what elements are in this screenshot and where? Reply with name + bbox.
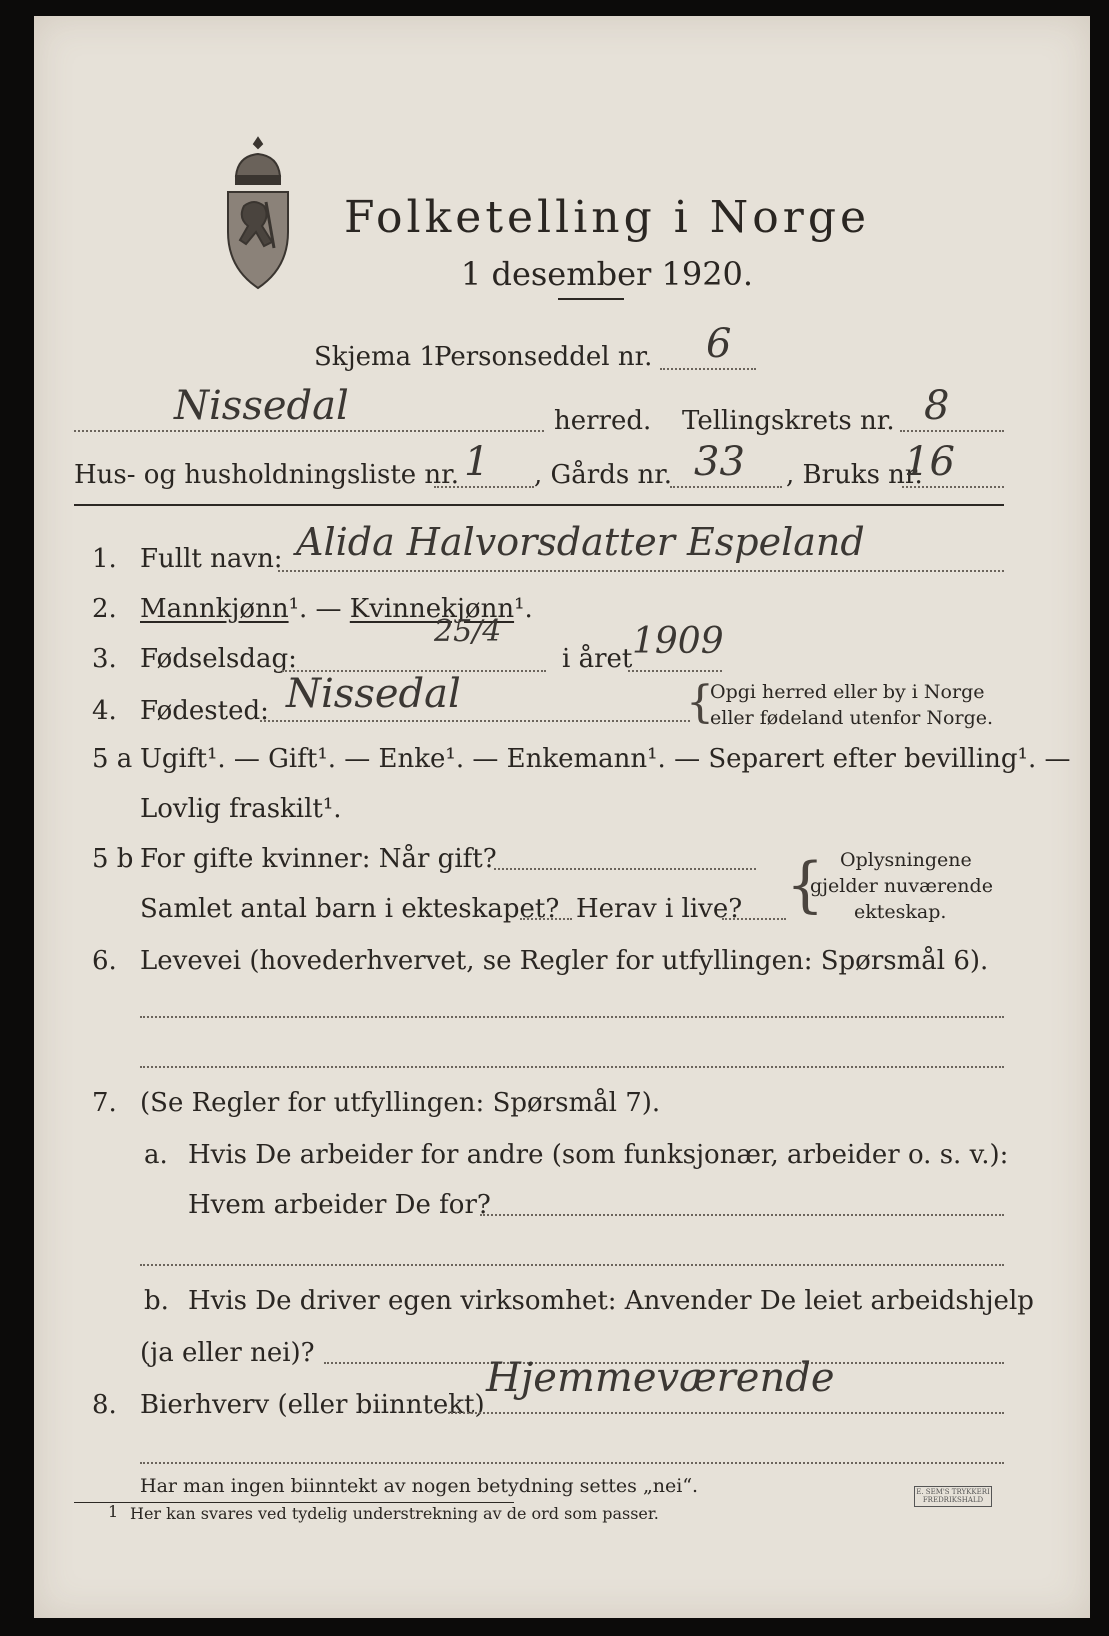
census-form-sheet bbox=[34, 16, 1090, 1618]
tellingskrets-value: 8 bbox=[924, 383, 950, 429]
hus-value: 1 bbox=[464, 439, 490, 485]
footnote-mark: 1 bbox=[108, 1502, 119, 1521]
printer-stamp: E. SEM'S TRYKKERI FREDRIKSHALD bbox=[914, 1486, 992, 1507]
herred-value: Nissedal bbox=[174, 383, 349, 429]
q2-number: 2. bbox=[92, 594, 117, 624]
bruks-value: 16 bbox=[904, 439, 955, 485]
nei-note: Har man ingen biinntekt av nogen betydning settes „nei“. bbox=[140, 1475, 699, 1497]
q7a-answer-line2 bbox=[140, 1264, 1004, 1266]
herred-line bbox=[74, 430, 544, 432]
q6-line2 bbox=[140, 1066, 1004, 1068]
q8-line2 bbox=[140, 1462, 1004, 1464]
hus-label: Hus- og husholdningsliste nr. bbox=[74, 460, 460, 490]
q4-brace: { bbox=[686, 677, 714, 728]
q5b-note3: ekteskap. bbox=[854, 901, 947, 923]
q6-line1 bbox=[140, 1016, 1004, 1018]
q7-label: (Se Regler for utfyllingen: Spørsmål 7). bbox=[140, 1088, 661, 1118]
herred-label: herred. bbox=[554, 406, 652, 436]
q8-label: Bierhverv (eller biinntekt) bbox=[140, 1390, 485, 1420]
census-date: 1 desember 1920. bbox=[460, 255, 754, 293]
q5b-note2: gjelder nuværende bbox=[810, 875, 993, 897]
q5b-number: 5 b bbox=[92, 844, 134, 874]
q1-number: 1. bbox=[92, 544, 117, 574]
q7a-line1: Hvis De arbeider for andre (som funksjonær, arbeider o. s. v.): bbox=[188, 1140, 1009, 1170]
q5b-line1: For gifte kvinner: Når gift? bbox=[140, 844, 497, 874]
q8-value: Hjemmeværende bbox=[486, 1355, 835, 1401]
q5b-live-line bbox=[722, 918, 786, 920]
footnote-text: Her kan svares ved tydelig understrekning av de ord som passer. bbox=[130, 1504, 659, 1523]
q5b-line2b: Herav i live? bbox=[576, 894, 743, 924]
q7b-number: b. bbox=[144, 1286, 169, 1316]
q4-note2: eller fødeland utenfor Norge. bbox=[710, 707, 994, 729]
q7b-line2: (ja eller nei)? bbox=[140, 1338, 315, 1368]
q4-number: 4. bbox=[92, 696, 117, 726]
q4-note1: Opgi herred eller by i Norge bbox=[710, 681, 985, 703]
q2-kvinne: Kvinnekjønn bbox=[349, 594, 515, 624]
q5b-brace: { bbox=[786, 850, 825, 920]
q4-value: Nissedal bbox=[286, 671, 461, 717]
personseddel-value: 6 bbox=[706, 321, 732, 367]
bruks-label: , Bruks nr. bbox=[786, 460, 923, 490]
q7b-line1: Hvis De driver egen virksomhet: Anvender De leiet arbeidshjelp bbox=[188, 1286, 1034, 1316]
q2-mann: Mannkjønn bbox=[140, 594, 289, 624]
q5b-line2a: Samlet antal barn i ekteskapet? bbox=[140, 894, 560, 924]
personseddel-label: Personseddel nr. bbox=[434, 342, 653, 372]
q5a-number: 5 a bbox=[92, 744, 133, 774]
gards-label: , Gårds nr. bbox=[534, 460, 673, 490]
gards-line bbox=[670, 486, 782, 488]
tellingskrets-label: Tellingskrets nr. bbox=[682, 406, 895, 436]
q5a-line1: Ugift¹. — Gift¹. — Enke¹. — Enkemann¹. — Separert efter bevilling¹. — bbox=[140, 744, 1071, 774]
title-divider bbox=[558, 298, 624, 300]
q8-number: 8. bbox=[92, 1390, 117, 1420]
q7a-number: a. bbox=[144, 1140, 168, 1170]
skjema-label: Skjema 1. bbox=[314, 342, 445, 372]
q1-line bbox=[278, 570, 1004, 572]
q3-label: Fødselsdag: bbox=[140, 644, 297, 674]
q3-year-value: 1909 bbox=[632, 621, 724, 662]
q3-year-line bbox=[628, 670, 722, 672]
header-divider bbox=[74, 504, 1004, 506]
q5b-gift-line bbox=[494, 868, 756, 870]
tellingskrets-line bbox=[900, 430, 1004, 432]
q7a-answer-line bbox=[480, 1214, 1004, 1216]
q1-label: Fullt navn: bbox=[140, 544, 283, 574]
q5a-line2: Lovlig fraskilt¹. bbox=[140, 794, 342, 824]
q2-end: ¹. bbox=[514, 594, 533, 624]
q5b-barn-line bbox=[520, 918, 572, 920]
q4-label: Fødested: bbox=[140, 696, 269, 726]
q7a-line2: Hvem arbeider De for? bbox=[188, 1190, 491, 1220]
q4-line bbox=[260, 720, 690, 722]
bruks-line bbox=[902, 486, 1004, 488]
q5b-note1: Oplysningene bbox=[840, 849, 972, 871]
q3-number: 3. bbox=[92, 644, 117, 674]
footnote-divider bbox=[74, 1502, 514, 1503]
hus-line bbox=[434, 486, 534, 488]
q3-year-label: i året bbox=[562, 644, 633, 674]
personseddel-line bbox=[660, 368, 756, 370]
q7-number: 7. bbox=[92, 1088, 117, 1118]
form-title: Folketelling i Norge bbox=[343, 192, 871, 243]
q1-value: Alida Halvorsdatter Espeland bbox=[296, 520, 865, 564]
q6-label: Levevei (hovederhvervet, se Regler for utfyllingen: Spørsmål 6). bbox=[140, 946, 989, 976]
q2-sep: ¹. — bbox=[288, 594, 342, 624]
q8-line bbox=[448, 1412, 1004, 1414]
gards-value: 33 bbox=[694, 439, 745, 485]
q3-value: 25/4 bbox=[434, 614, 502, 649]
q6-number: 6. bbox=[92, 946, 117, 976]
